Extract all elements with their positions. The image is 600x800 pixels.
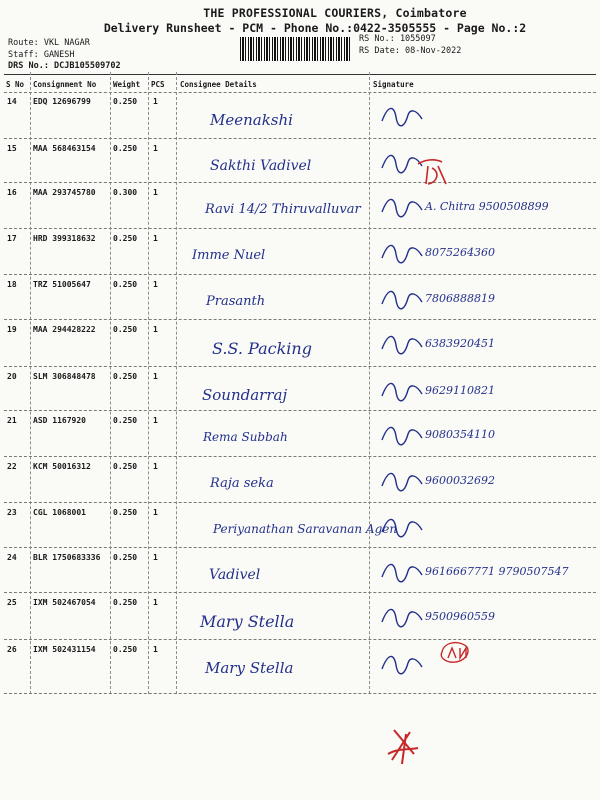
consignment-number: ASD 1167920 [33, 416, 86, 425]
drs-number: DRS No.: DCJB105509702 [8, 61, 121, 71]
row-divider [4, 319, 596, 320]
pieces-count: 1 [153, 553, 158, 562]
serial-number: 25 [7, 598, 17, 607]
col-divider [148, 72, 149, 694]
weight-value: 0.250 [113, 280, 138, 289]
consignee-name: Mary Stella [200, 612, 295, 631]
consignee-name: Ravi 14/2 Thiruvalluvar [205, 202, 361, 217]
serial-number: 17 [7, 234, 17, 243]
staff-label: Staff: GANESH [8, 49, 75, 60]
consignee-name: Sakthi Vadivel [210, 158, 312, 174]
signature-scribble [378, 514, 426, 548]
signature-scribble [378, 103, 426, 137]
row-divider [4, 410, 596, 411]
pieces-count: 1 [153, 508, 158, 517]
signature-scribble [378, 194, 426, 228]
consignment-number: BLR 1750683336 [33, 553, 101, 562]
row-divider [4, 639, 596, 640]
consignee-name: S.S. Packing [212, 339, 312, 358]
pieces-count: 1 [153, 188, 158, 197]
red-signature-mark [384, 724, 424, 772]
signature-note: A. Chitra 9500508899 [425, 200, 549, 213]
col-header-consignment: Consignment No [33, 80, 97, 89]
signature-scribble [378, 331, 426, 365]
consignment-number: MAA 568463154 [33, 144, 96, 153]
signature-scribble [378, 422, 426, 456]
pieces-count: 1 [153, 325, 158, 334]
serial-number: 16 [7, 188, 17, 197]
weight-value: 0.250 [113, 645, 138, 654]
col-header-weight: Weight [113, 80, 141, 89]
consignee-name: Imme Nuel [192, 248, 266, 263]
weight-value: 0.250 [113, 144, 138, 153]
consignee-name: Periyanathan Saravanan Agen [213, 522, 398, 536]
route-info [8, 38, 121, 73]
serial-number: 18 [7, 280, 17, 289]
col-divider [30, 72, 31, 694]
consignee-name: Prasanth [206, 294, 266, 309]
pieces-count: 1 [153, 416, 158, 425]
consignment-number: MAA 293745780 [33, 188, 96, 197]
row-divider [4, 182, 596, 183]
table-header-rule [4, 92, 596, 93]
row-divider [4, 456, 596, 457]
consignment-number: KCM 50016312 [33, 462, 91, 471]
weight-value: 0.250 [113, 553, 138, 562]
signature-note: 9629110821 [425, 384, 495, 397]
weight-value: 0.250 [113, 508, 138, 517]
signature-note: 9500960559 [425, 610, 495, 623]
signature-scribble [378, 604, 426, 638]
pieces-count: 1 [153, 97, 158, 106]
consignee-name: Vadivel [209, 567, 261, 583]
rs-info [359, 34, 461, 57]
weight-value: 0.250 [113, 416, 138, 425]
col-header-pcs: PCS [151, 80, 165, 89]
serial-number: 20 [7, 372, 17, 381]
col-divider [176, 72, 177, 694]
pieces-count: 1 [153, 144, 158, 153]
weight-value: 0.250 [113, 598, 138, 607]
col-divider [369, 72, 370, 694]
consignment-number: HRD 399318632 [33, 234, 96, 243]
serial-number: 15 [7, 144, 17, 153]
weight-value: 0.250 [113, 97, 138, 106]
serial-number: 21 [7, 416, 17, 425]
weight-value: 0.250 [113, 372, 138, 381]
serial-number: 22 [7, 462, 17, 471]
company-name: THE PROFESSIONAL COURIERS, Coimbatore [203, 6, 467, 20]
serial-number: 19 [7, 325, 17, 334]
row-divider [4, 502, 596, 503]
pieces-count: 1 [153, 372, 158, 381]
signature-note: 6383920451 [425, 337, 495, 350]
serial-number: 14 [7, 97, 17, 106]
col-divider [110, 72, 111, 694]
weight-value: 0.250 [113, 325, 138, 334]
pieces-count: 1 [153, 598, 158, 607]
signature-scribble [378, 240, 426, 274]
pieces-count: 1 [153, 280, 158, 289]
signature-scribble [378, 559, 426, 593]
consignee-name: Raja seka [210, 476, 274, 491]
col-header-consignee: Consignee Details [180, 80, 257, 89]
barcode [240, 37, 352, 61]
runsheet-subtitle: Delivery Runsheet - PCM - Phone No.:0422-3505555 - Page No.:2 [103, 21, 527, 35]
pieces-count: 1 [153, 645, 158, 654]
signature-scribble [378, 651, 426, 685]
row-divider [4, 138, 596, 139]
consignment-number: EDQ 12696799 [33, 97, 91, 106]
weight-value: 0.300 [113, 188, 138, 197]
signature-scribble [378, 468, 426, 502]
signature-scribble [378, 378, 426, 412]
serial-number: 23 [7, 508, 17, 517]
row-divider [4, 592, 596, 593]
signature-note: 8075264360 [425, 246, 495, 259]
rs-number: RS No.: 1055097 [359, 34, 436, 44]
route-label: Route: VKL NAGAR [8, 38, 90, 48]
signature-note: 9600032692 [425, 474, 495, 487]
red-check-mark [412, 154, 452, 194]
consignment-number: MAA 294428222 [33, 325, 96, 334]
rs-date: RS Date: 08-Nov-2022 [359, 45, 462, 56]
consignee-name: Rema Subbah [203, 430, 288, 444]
pieces-count: 1 [153, 234, 158, 243]
consignee-name: Soundarraj [202, 386, 288, 404]
consignment-number: IXM 502431154 [33, 645, 96, 654]
red-cn-mark [436, 638, 476, 672]
signature-note: 7806888819 [425, 292, 495, 305]
signature-scribble [378, 286, 426, 320]
row-divider [4, 547, 596, 548]
serial-number: 24 [7, 553, 17, 562]
consignee-name: Meenakshi [210, 111, 293, 129]
col-header-sno: S No [6, 80, 25, 89]
pieces-count: 1 [153, 462, 158, 471]
consignment-number: SLM 306848478 [33, 372, 96, 381]
col-header-signature: Signature [373, 80, 414, 89]
consignee-name: Mary Stella [205, 659, 294, 677]
row-divider [4, 366, 596, 367]
signature-note: 9080354110 [425, 428, 495, 441]
signature-note: 9616667771 9790507547 [425, 565, 569, 578]
row-divider [4, 274, 596, 275]
consignment-number: TRZ 51005647 [33, 280, 91, 289]
runsheet-header [0, 6, 600, 35]
row-divider [4, 693, 596, 694]
table-top-rule [4, 74, 596, 75]
weight-value: 0.250 [113, 462, 138, 471]
consignment-number: IXM 502467054 [33, 598, 96, 607]
serial-number: 26 [7, 645, 17, 654]
row-divider [4, 228, 596, 229]
consignment-number: CGL 1068001 [33, 508, 86, 517]
weight-value: 0.250 [113, 234, 138, 243]
